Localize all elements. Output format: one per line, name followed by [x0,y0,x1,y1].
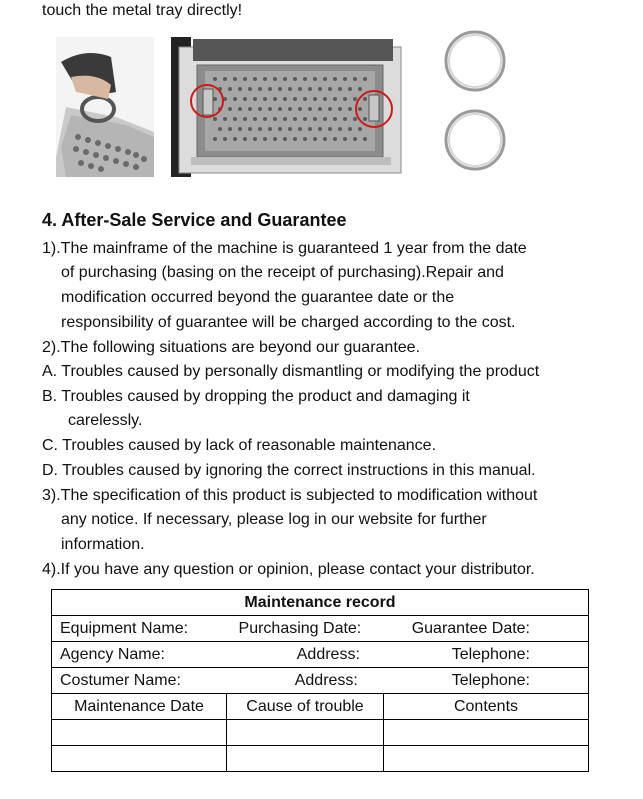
body-line: A. Troubles caused by personally dismantling or modifying the product [42,363,540,380]
column-header: Maintenance Date [52,694,227,720]
body-line: any notice. If necessary, please log in our website for further [61,511,487,528]
body-line: of purchasing (basing on the receipt of purchasing).Repair and [61,264,504,281]
photo-hand-ring [56,37,154,177]
body-line: B. Troubles caused by dropping the product and damaging it [42,388,470,405]
table-row [52,642,589,668]
table-title: Maintenance record [52,590,589,616]
body-line: C. Troubles caused by lack of reasonable maintenance. [42,437,437,454]
field-label: Equipment Name: [60,619,189,637]
field-label: Address: [296,645,360,663]
field-label: Telephone: [451,645,530,663]
field-label: Telephone: [451,671,530,689]
body-line: carelessly. [68,412,143,429]
body-line: information. [61,536,145,553]
field-label: Address: [294,671,358,689]
table-header-row [52,694,589,720]
body-line: 4).If you have any question or opinion, please contact your distributor. [42,561,535,578]
body-line: modification occurred beyond the guarantee date or the [61,289,455,306]
column-header: Contents [384,694,589,720]
table-cell [52,746,227,772]
table-row [52,668,589,694]
maintenance-record-table [51,589,589,772]
body-line: D. Troubles caused by ignoring the correct instructions in this manual. [42,462,536,479]
field-label: Agency Name: [60,645,165,663]
body-line: 2).The following situations are beyond our guarantee. [42,339,421,356]
column-header: Cause of trouble [227,694,384,720]
body-line: 3).The specification of this product is subjected to modification without [42,487,538,504]
table-cell [384,746,589,772]
field-label: Guarantee Date: [411,619,530,637]
section-heading: 4. After-Sale Service and Guarantee [42,210,347,230]
body-line: 1).The mainframe of the machine is guaranteed 1 year from the date [42,240,527,257]
table-row [52,746,589,772]
table-row [52,616,589,642]
field-label: Costumer Name: [60,671,181,689]
ring-icon [442,107,508,178]
field-label: Purchasing Date: [238,619,362,637]
table-cell [227,746,384,772]
table-cell [384,720,589,746]
table-row [52,720,589,746]
ring-icon [442,28,508,99]
photo-metal-tray [171,37,407,177]
top-text: touch the metal tray directly! [42,2,243,19]
table-cell [52,720,227,746]
table-cell [227,720,384,746]
body-line: responsibility of guarantee will be charged according to the cost. [61,314,516,331]
